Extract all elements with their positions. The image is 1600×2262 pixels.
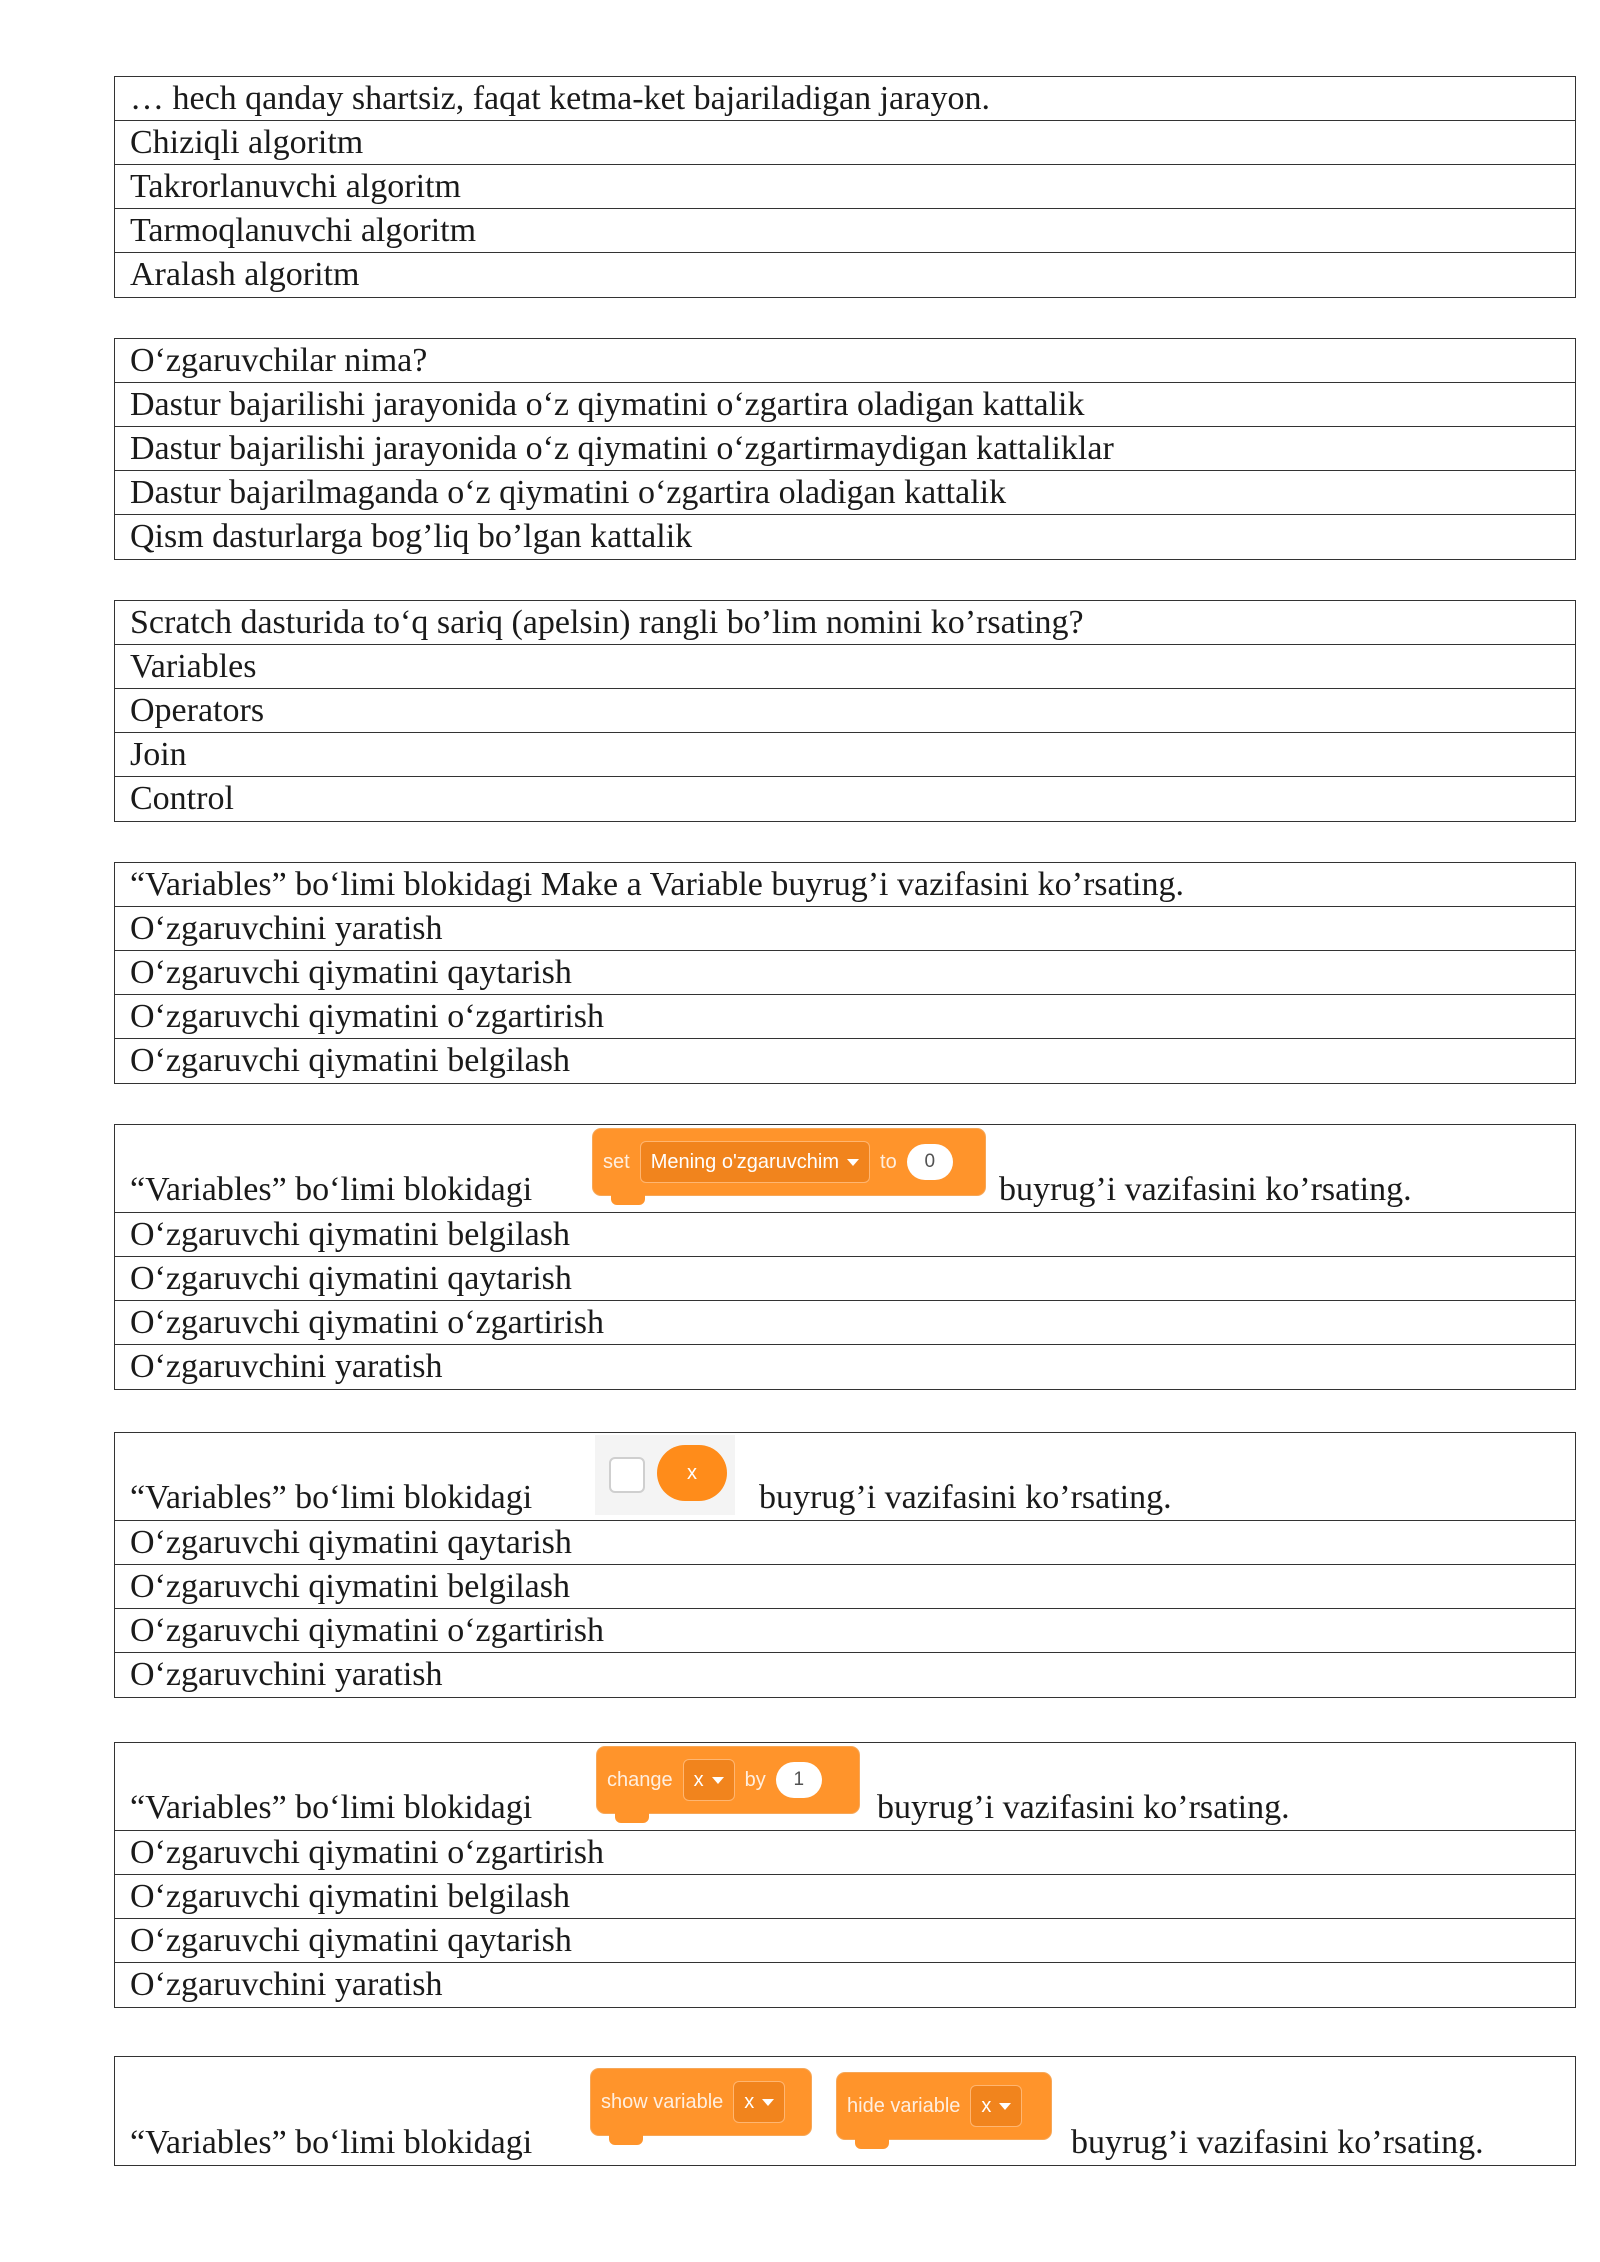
block-label: change xyxy=(607,1768,673,1791)
question-prefix: “Variables” bo‘limi blokidagi xyxy=(130,1479,533,1516)
answer-option: Variables xyxy=(115,645,1575,689)
answer-option: O‘zgaruvchi qiymatini qaytarish xyxy=(115,1919,1575,1963)
variable-dropdown xyxy=(970,2085,1022,2127)
set-variable-block xyxy=(593,1129,985,1195)
show-variable-block xyxy=(591,2069,811,2135)
variable-reporter-block xyxy=(595,1435,735,1515)
answer-option: Dastur bajarilishi jarayonida o‘z qiymatini o‘zgartirmaydigan kattaliklar xyxy=(115,427,1575,471)
question-prefix: “Variables” bo‘limi blokidagi xyxy=(130,1171,533,1208)
answer-option: O‘zgaruvchi qiymatini belgilash xyxy=(130,1042,570,1079)
question-prefix: “Variables” bo‘limi blokidagi xyxy=(130,2124,533,2161)
answer-option: Dastur bajarilishi jarayonida o‘z qiymatini o‘zgartira oladigan kattalik xyxy=(115,383,1575,427)
block-label: to xyxy=(880,1150,897,1173)
answer-option: Takrorlanuvchi algoritm xyxy=(115,165,1575,209)
question-table-8 xyxy=(114,2056,1576,2166)
answer-option: Qism dasturlarga bog’liq bo’lgan kattalik xyxy=(130,518,693,555)
variable-dropdown xyxy=(640,1141,870,1183)
question-text: “Variables” bo‘limi blokidagi Make a Variable buyrug’i vazifasini ko’rsating. xyxy=(115,863,1575,907)
question-table-3 xyxy=(114,600,1576,822)
question-table-2 xyxy=(114,338,1576,560)
answer-option: Aralash algoritm xyxy=(130,256,360,293)
question-row xyxy=(115,2057,1575,2165)
answer-option: O‘zgaruvchi qiymatini o‘zgartirish xyxy=(115,1301,1575,1345)
question-table-1 xyxy=(114,76,1576,298)
answer-option: O‘zgaruvchini yaratish xyxy=(130,1966,443,2003)
question-text: … hech qanday shartsiz, faqat ketma-ket bajariladigan jarayon. xyxy=(115,77,1575,121)
answer-option: O‘zgaruvchi qiymatini qaytarish xyxy=(115,1257,1575,1301)
question-suffix: buyrug’i vazifasini ko’rsating. xyxy=(877,1789,1290,1826)
chevron-down-icon xyxy=(712,1777,724,1784)
answer-option: Chiziqli algoritm xyxy=(115,121,1575,165)
question-row xyxy=(115,1433,1575,1521)
answer-option: O‘zgaruvchi qiymatini belgilash xyxy=(115,1875,1575,1919)
answer-option: Tarmoqlanuvchi algoritm xyxy=(115,209,1575,253)
chevron-down-icon xyxy=(999,2103,1011,2110)
answer-option: O‘zgaruvchi qiymatini qaytarish xyxy=(115,1521,1575,1565)
block-label: set xyxy=(603,1150,630,1173)
question-suffix: buyrug’i vazifasini ko’rsating. xyxy=(999,1171,1412,1208)
answer-option: O‘zgaruvchi qiymatini o‘zgartirish xyxy=(115,1609,1575,1653)
question-row xyxy=(115,1743,1575,1831)
block-label: by xyxy=(744,1768,766,1791)
question-text: O‘zgaruvchilar nima? xyxy=(115,339,1575,383)
block-label: show variable xyxy=(601,2090,724,2113)
checkbox-icon xyxy=(609,1457,645,1493)
change-variable-block xyxy=(597,1747,859,1813)
question-text: Scratch dasturida to‘q sariq (apelsin) rangli bo’lim nomini ko’rsating? xyxy=(115,601,1575,645)
answer-option: Dastur bajarilmaganda o‘z qiymatini o‘zgartira oladigan kattalik xyxy=(115,471,1575,515)
answer-option: Join xyxy=(115,733,1575,777)
dropdown-value: x xyxy=(744,2090,755,2113)
chevron-down-icon xyxy=(847,1159,859,1166)
number-input: 1 xyxy=(776,1762,822,1798)
variable-dropdown xyxy=(683,1759,735,1801)
answer-option: O‘zgaruvchi qiymatini qaytarish xyxy=(115,951,1575,995)
question-prefix: “Variables” bo‘limi blokidagi xyxy=(130,1789,533,1826)
answer-option: O‘zgaruvchini yaratish xyxy=(130,1348,443,1385)
question-row xyxy=(115,1125,1575,1213)
dropdown-value: x xyxy=(981,2094,992,2117)
answer-option: O‘zgaruvchini yaratish xyxy=(130,1656,443,1693)
question-suffix: buyrug’i vazifasini ko’rsating. xyxy=(759,1479,1172,1516)
question-suffix: buyrug’i vazifasini ko’rsating. xyxy=(1071,2124,1484,2161)
dropdown-value: x xyxy=(693,1768,704,1791)
variable-dropdown xyxy=(733,2081,785,2123)
number-input: 0 xyxy=(907,1144,953,1180)
question-table-5 xyxy=(114,1124,1576,1390)
answer-option: O‘zgaruvchi qiymatini o‘zgartirish xyxy=(115,1831,1575,1875)
answer-option: Operators xyxy=(115,689,1575,733)
answer-option: O‘zgaruvchi qiymatini belgilash xyxy=(115,1565,1575,1609)
dropdown-value: Mening o'zgaruvchim xyxy=(650,1150,840,1173)
answer-option: O‘zgaruvchi qiymatini belgilash xyxy=(115,1213,1575,1257)
variable-reporter: x xyxy=(657,1445,727,1501)
answer-option: O‘zgaruvchini yaratish xyxy=(115,907,1575,951)
chevron-down-icon xyxy=(762,2099,774,2106)
question-table-6 xyxy=(114,1432,1576,1698)
answer-option: Control xyxy=(130,780,234,817)
hide-variable-block xyxy=(837,2073,1051,2139)
question-table-4 xyxy=(114,862,1576,1084)
question-table-7 xyxy=(114,1742,1576,2008)
answer-option: O‘zgaruvchi qiymatini o‘zgartirish xyxy=(115,995,1575,1039)
block-label: hide variable xyxy=(847,2094,961,2117)
